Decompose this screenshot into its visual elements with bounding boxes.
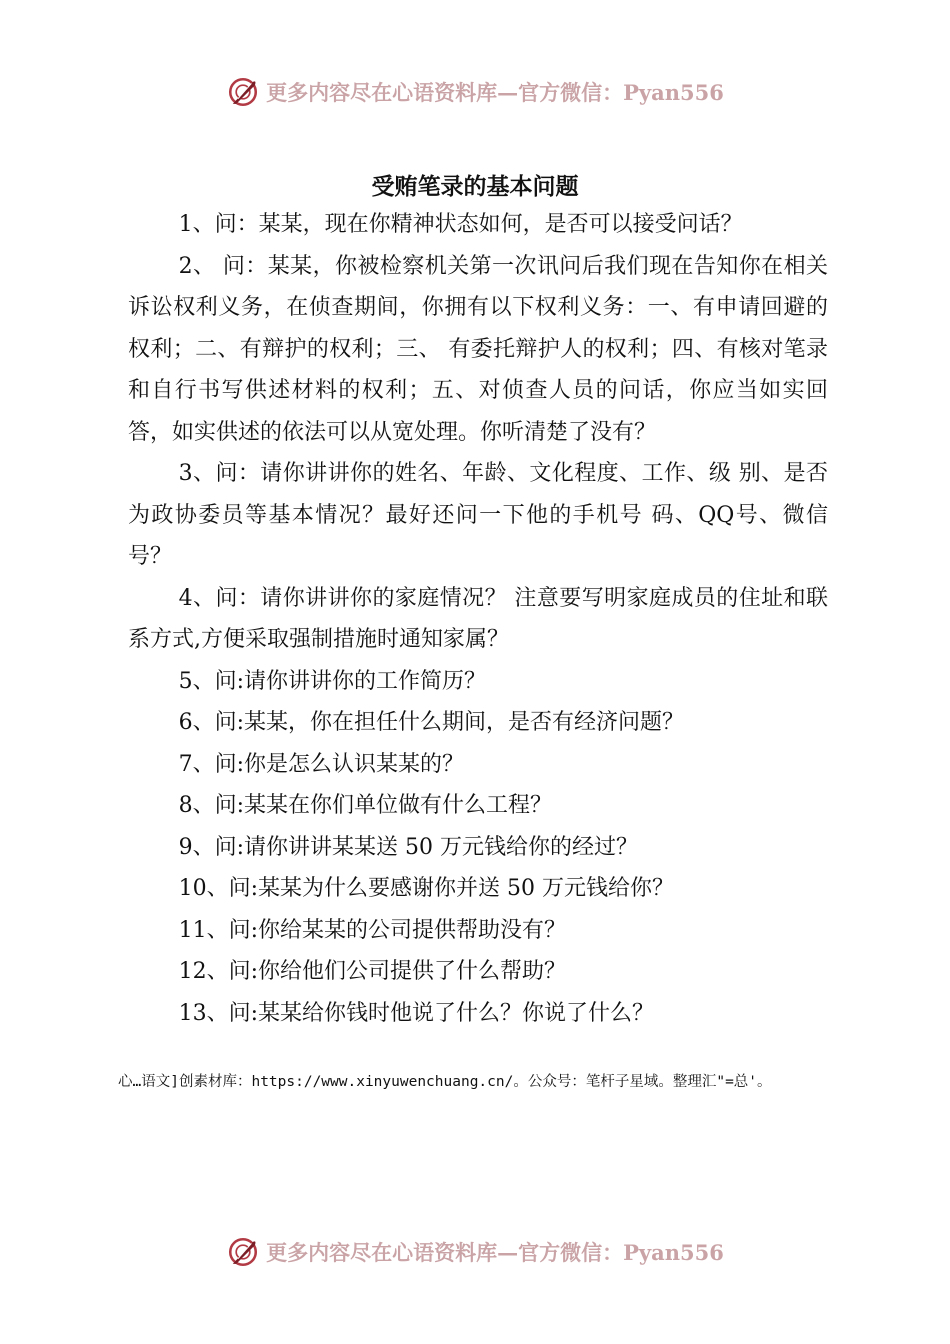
question-paragraph-1: 1、问：某某，现在你精神状态如何，是否可以接受问话？: [178, 212, 743, 237]
question-paragraph-8: 8、问:某某在你们单位做有什么工程？: [178, 793, 553, 818]
source-footnote: 心…语文]创素材库：https://www.xinyuwenchuang.cn/。公众号：笔杆子星域。整理汇"=总'。: [118, 1074, 772, 1090]
footer-banner: [0, 1232, 950, 1272]
question-paragraph-11: 11、问:你给某某的公司提供帮助没有？: [178, 917, 567, 943]
feather-quill-logo-icon: [226, 75, 260, 109]
question-paragraph-12: 12、问:你给他们公司提供了什么帮助？: [178, 959, 567, 984]
question-paragraph-6: 6、问:某某，你在担任什么期间，是否有经济问题？: [178, 710, 685, 735]
question-paragraph-9: 9、问:请你讲讲某某送 50 万元钱给你的经过？: [178, 834, 638, 860]
document-body: [128, 204, 828, 1034]
question-paragraph-4: 4、问：请你讲讲你的家庭情况？ 注意要写明家庭成员的住址和联系方式,方便采取强制措施时通知家属？: [128, 585, 828, 652]
header-banner-text: 更多内容尽在心语资料库—官方微信：Pyan556: [266, 80, 724, 105]
question-paragraph-10: 10、问:某某为什么要感谢你并送 50 万元钱给你？: [178, 876, 674, 901]
question-paragraph-3: 3、问：请你讲讲你的姓名、年龄、文化程度、工作、级 别、是否为政协委员等基本情况？最好还问一下他的手机号 码、QQ号、微信号？: [128, 461, 828, 569]
question-paragraph-7: 7、问:你是怎么认识某某的？: [178, 751, 465, 777]
question-paragraph-5: 5、问:请你讲讲你的工作简历？: [178, 668, 487, 694]
feather-quill-logo-icon: [226, 1235, 260, 1269]
document-title: 受贿笔录的基本问题: [371, 174, 579, 200]
question-paragraph-13: 13、问:某某给你钱时他说了什么？你说了什么？: [178, 1000, 655, 1026]
footer-banner-text: 更多内容尽在心语资料库—官方微信：Pyan556: [266, 1240, 724, 1265]
header-banner: [0, 72, 950, 112]
question-paragraph-2: 2、 问：某某，你被检察机关第一次讯问后我们现在告知你在相关诉讼权利义务，在侦查期间，你拥有以下权利义务：一、有申请回避的权利；二、有辩护的权利；三、 有委托辩护人的权利；四、有核对笔录和自行书写供述材料的权利；五、对侦查人员的问话，你应当如实回答，如实供述的依法可以从宽处理。你听清楚了没有？: [128, 253, 828, 445]
